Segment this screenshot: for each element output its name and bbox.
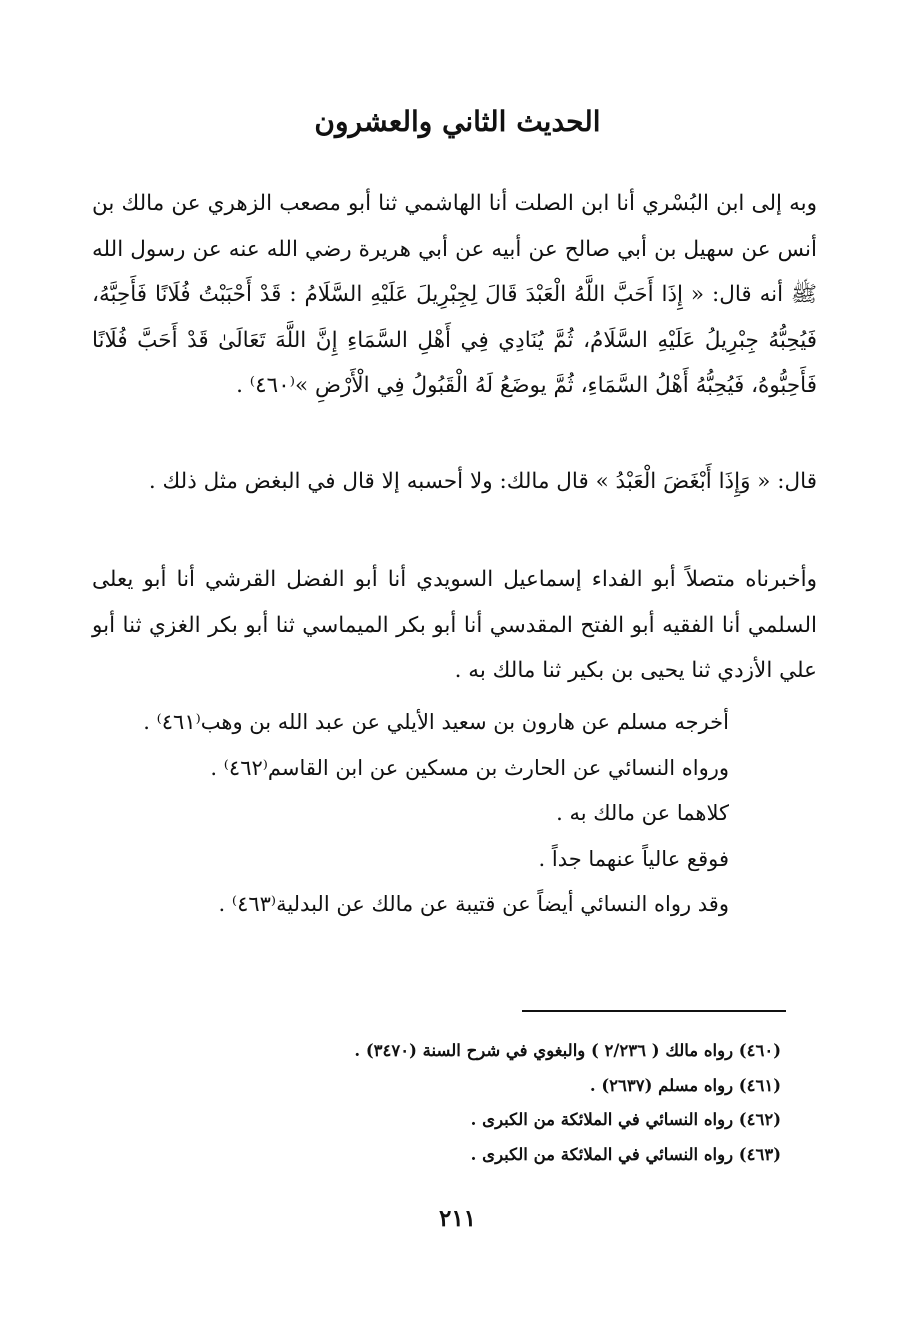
note-line: أخرجه مسلم عن هارون بن سعيد الأيلي عن عبد الله بن وهب⁽٤٦١⁾ . xyxy=(143,710,729,734)
page-number: ٢١١ xyxy=(438,1205,477,1232)
footnote: (٤٦٠) رواه مالك ( ٢/٢٣٦ ) والبغوي في شرح السنة (٣٤٧٠) . xyxy=(354,1041,781,1060)
note-line: فوقع عالياً عنهما جداً . xyxy=(538,846,729,871)
footnote-separator xyxy=(522,1010,786,1012)
hadith-paragraph-3: وأخبرناه متصلاً أبو الفداء إسماعيل السويدي أنا أبو الفضل القرشي أنا أبو يعلى السلمي أنا الفقيه أبو الفتح المقدسي أنا أبو بكر الميماسي ثنا أبو بكر الغزي ثنا أبو علي الأزدي ثنا يحيى بن بكير ثنا مالك به . xyxy=(92,567,817,683)
footnote: (٤٦١) رواه مسلم (٢٦٣٧) . xyxy=(589,1075,781,1095)
footnote: (٤٦٢) رواه النسائي في الملائكة من الكبرى . xyxy=(470,1110,781,1129)
hadith-paragraph-2: قال: « وَإِذَا أَبْغَضَ الْعَبْدُ » قال مالك: ولا أحسبه إلا قال في البغض مثل ذلك . xyxy=(148,469,817,494)
footnotes xyxy=(92,1034,781,1172)
hadith-paragraph-1: وبه إلى ابن البُسْري أنا ابن الصلت أنا الهاشمي ثنا أبو مصعب الزهري عن مالك بن أنس عن سهيل بن أبي صالح عن أبيه عن أبي هريرة رضي الله عنه عن رسول الله ﷺ أنه قال: « إِذَا أَحَبَّ اللَّهُ الْعَبْدَ قَالَ لِجِبْرِيلَ عَلَيْهِ السَّلَامُ : قَدْ أَحْبَبْتُ فُلَانًا فَأَحِبَّهُ، فَيُحِبُّهُ جِبْرِيلُ عَلَيْهِ السَّلَامُ، ثُمَّ يُنَادِي فِي أَهْلِ السَّمَاءِ إِنَّ اللَّهَ تَعَالَىٰ قَدْ أَحَبَّ فُلَانًا فَأَحِبُّوهُ، فَيُحِبُّهُ أَهْلُ السَّمَاءِ، ثُمَّ يوضَعُ لَهُ الْقَبُولُ فِي الْأَرْضِ »⁽٤٦٠⁾ . xyxy=(92,191,817,398)
note-line: كلاهما عن مالك به . xyxy=(556,801,729,825)
note-line: وقد رواه النسائي أيضاً عن قتيبة عن مالك عن البدلية⁽٤٦٣⁾ . xyxy=(218,892,729,916)
hadith-title: الحديث الثاني والعشرون xyxy=(314,105,601,138)
footnote: (٤٦٣) رواه النسائي في الملائكة من الكبرى . xyxy=(470,1144,781,1164)
takhrij-notes xyxy=(92,700,729,928)
note-line: ورواه النسائي عن الحارث بن مسكين عن ابن القاسم⁽٤٦٢⁾ . xyxy=(210,755,729,780)
